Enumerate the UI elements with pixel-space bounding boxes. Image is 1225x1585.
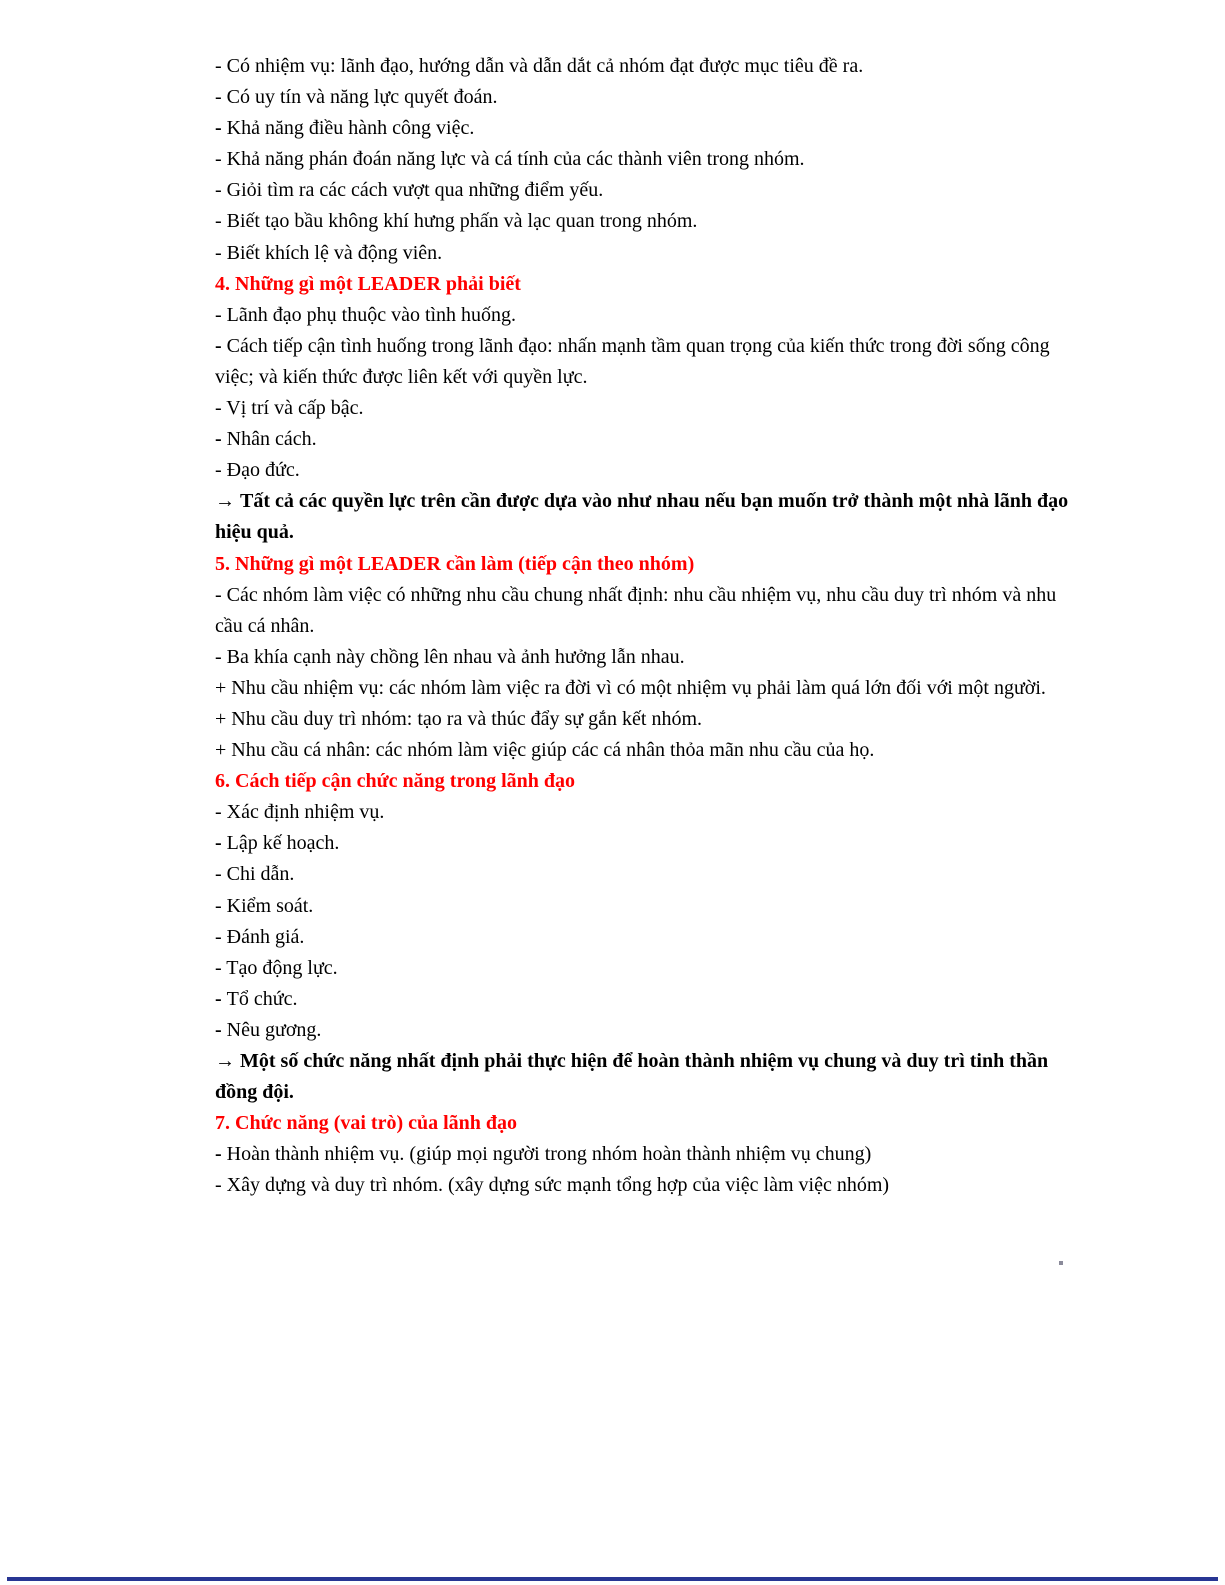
section-heading: 6. Cách tiếp cận chức năng trong lãnh đạo (215, 770, 576, 793)
text-line: + Nhu cầu nhiệm vụ: các nhóm làm việc ra đời vì có một nhiệm vụ phải làm quá lớn đối với một người. (215, 676, 1046, 699)
text-line: - Tổ chức. (215, 987, 298, 1010)
text-line: - Có uy tín và năng lực quyết đoán. (215, 86, 498, 109)
text-line: - Khả năng phán đoán năng lực và cá tính của các thành viên trong nhóm. (215, 148, 805, 171)
text-line: - Đánh giá. (215, 925, 305, 948)
text-line: → Tất cả các quyền lực trên cần được dựa vào như nhau nếu bạn muốn trở thành một nhà lãnh đạo (215, 490, 1069, 513)
text-line: đồng đội. (215, 1081, 294, 1104)
bullet-dash: - (215, 334, 227, 357)
section-heading: 4. Những gì một LEADER phải biết (215, 272, 521, 295)
section-heading: 7. Chức năng (vai trò) của lãnh đạo (215, 1112, 518, 1135)
text-line: việc; và kiến thức được liên kết với quyền lực. (215, 365, 588, 388)
text-line: hiệu quả. (215, 521, 294, 544)
stray-mark (1059, 1261, 1063, 1265)
bullet-dash: - (215, 117, 227, 140)
text-line: - Chi dẫn. (215, 863, 295, 886)
bullet-dash: - (215, 1018, 227, 1041)
bullet-dash: - (215, 987, 227, 1010)
text-line: - Nêu gương. (215, 1018, 322, 1041)
text-line: - Khả năng điều hành công việc. (215, 117, 475, 140)
text-line: - Đạo đức. (215, 459, 300, 482)
text-line: - Nhân cách. (215, 428, 317, 451)
text-line: - Cách tiếp cận tình huống trong lãnh đạo: nhấn mạnh tầm quan trọng của kiến thức trong đời sống công (215, 334, 1050, 357)
text-line: - Giỏi tìm ra các cách vượt qua những điểm yếu. (215, 179, 604, 202)
text-line: - Biết tạo bầu không khí hưng phấn và lạc quan trong nhóm. (215, 210, 698, 233)
text-line: - Xác định nhiệm vụ. (215, 801, 385, 824)
text-line: cầu cá nhân. (215, 614, 315, 637)
text-line: - Lãnh đạo phụ thuộc vào tình huống. (215, 303, 517, 326)
arrow-marker: → (215, 490, 240, 513)
text-line: - Biết khích lệ và động viên. (215, 241, 443, 264)
text-line: - Các nhóm làm việc có những nhu cầu chung nhất định: nhu cầu nhiệm vụ, nhu cầu duy trì nhóm và nhu (215, 583, 1057, 606)
section-heading: 5. Những gì một LEADER cần làm (tiếp cận theo nhóm) (215, 552, 695, 575)
text-line: - Vị trí và cấp bậc. (215, 397, 364, 420)
bottom-page-rule (7, 1577, 1218, 1581)
text-line: - Kiểm soát. (215, 894, 314, 917)
text-line: → Một số chức năng nhất định phải thực hiện để hoàn thành nhiệm vụ chung và duy trì tinh thần (215, 1050, 1049, 1072)
bullet-dash: - (215, 1143, 227, 1166)
bullet-dash: - (215, 832, 227, 855)
text-line: + Nhu cầu cá nhân: các nhóm làm việc giúp các cá nhân thỏa mãn nhu cầu của họ. (215, 739, 875, 762)
text-line: - Xây dựng và duy trì nhóm. (xây dựng sức mạnh tổng hợp của việc làm việc nhóm) (215, 1174, 890, 1197)
text-line: - Lập kế hoạch. (215, 832, 340, 855)
text-line: - Tạo động lực. (215, 956, 338, 979)
arrow-marker: → (215, 1050, 240, 1072)
text-line: - Hoàn thành nhiệm vụ. (giúp mọi người trong nhóm hoàn thành nhiệm vụ chung) (215, 1143, 872, 1166)
document-text-block (215, 51, 1069, 1201)
text-line: - Có nhiệm vụ: lãnh đạo, hướng dẫn và dẫn dắt cả nhóm đạt được mục tiêu đề ra. (215, 55, 864, 77)
bullet-dash: - (215, 428, 227, 451)
text-line: + Nhu cầu duy trì nhóm: tạo ra và thúc đẩy sự gắn kết nhóm. (215, 707, 703, 730)
text-line: - Ba khía cạnh này chồng lên nhau và ảnh hưởng lẫn nhau. (215, 645, 685, 668)
